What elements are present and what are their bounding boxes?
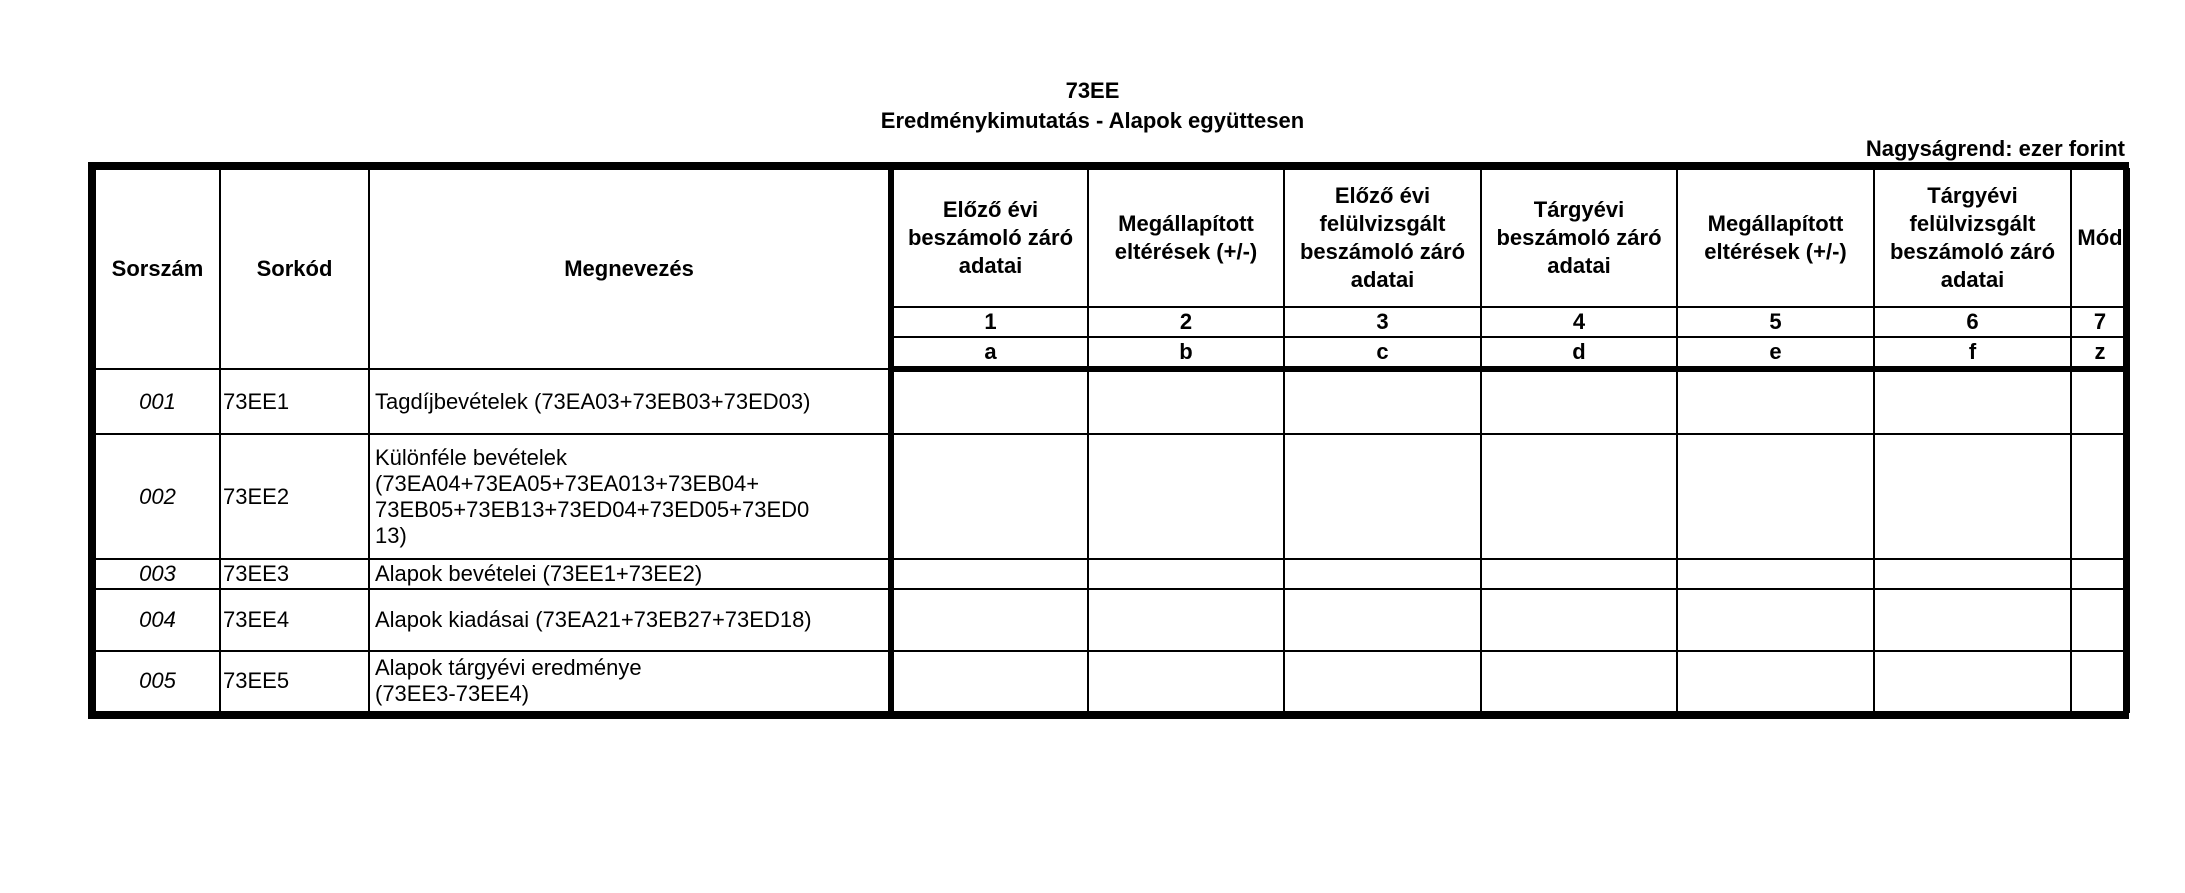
col-number-4: 4 [1481, 307, 1677, 337]
row-megnevezes [369, 434, 891, 559]
value-cell-c[interactable] [1284, 589, 1481, 650]
row-megnevezes [369, 369, 891, 434]
value-cell-b[interactable] [1088, 559, 1284, 590]
table-row [95, 589, 2129, 650]
col-number-1: 1 [891, 307, 1088, 337]
unit-label: Nagyságrend: ezer forint [1865, 136, 2125, 161]
table-row [95, 434, 2129, 559]
value-cell-z[interactable] [2071, 369, 2129, 434]
header-megnevezes: Megnevezés [369, 169, 891, 369]
value-cell-c[interactable] [1284, 559, 1481, 590]
value-cell-b[interactable] [1088, 651, 1284, 712]
value-cell-a[interactable] [891, 589, 1088, 650]
value-cell-b[interactable] [1088, 434, 1284, 559]
header-col-5: Megállapított eltérések (+/-) [1677, 169, 1874, 307]
value-cell-e[interactable] [1677, 559, 1874, 590]
header-col-4: Tárgyévi beszámoló záró adatai [1481, 169, 1677, 307]
value-cell-c[interactable] [1284, 651, 1481, 712]
row-megnevezes-text: Alapok tárgyévi eredménye (73EE3-73EE4) [375, 655, 642, 707]
value-cell-a[interactable] [891, 434, 1088, 559]
table-row [95, 369, 2129, 434]
value-cell-a[interactable] [891, 559, 1088, 590]
header-col-6: Tárgyévi felülvizsgált beszámoló záró adatai [1874, 169, 2071, 307]
report-table [94, 168, 2130, 713]
report-title-block [0, 76, 2185, 136]
value-cell-z[interactable] [2071, 559, 2129, 590]
row-megnevezes-text: Alapok kiadásai (73EA21+73EB27+73ED18) [375, 607, 812, 633]
col-number-3: 3 [1284, 307, 1481, 337]
row-sorszam: 001 [95, 369, 220, 434]
row-megnevezes [369, 651, 891, 712]
table-row [95, 651, 2129, 712]
row-megnevezes [369, 559, 891, 590]
col-number-7: 7 [2071, 307, 2129, 337]
col-number-5: 5 [1677, 307, 1874, 337]
row-sorkod: 73EE2 [220, 434, 369, 559]
value-cell-e[interactable] [1677, 369, 1874, 434]
table-row [95, 559, 2129, 590]
value-cell-a[interactable] [891, 369, 1088, 434]
row-megnevezes [369, 589, 891, 650]
col-letter-e: e [1677, 337, 1874, 369]
row-sorszam: 002 [95, 434, 220, 559]
value-cell-z[interactable] [2071, 651, 2129, 712]
header-sorszam: Sorszám [95, 169, 220, 369]
header-col-2: Megállapított eltérések (+/-) [1088, 169, 1284, 307]
value-cell-z[interactable] [2071, 589, 2129, 650]
value-cell-e[interactable] [1677, 589, 1874, 650]
col-letter-a: a [891, 337, 1088, 369]
row-sorkod: 73EE1 [220, 369, 369, 434]
value-cell-f[interactable] [1874, 589, 2071, 650]
value-cell-c[interactable] [1284, 369, 1481, 434]
col-number-6: 6 [1874, 307, 2071, 337]
col-letter-z: z [2071, 337, 2129, 369]
row-megnevezes-text: Tagdíjbevételek (73EA03+73EB03+73ED03) [375, 388, 811, 414]
value-cell-f[interactable] [1874, 434, 2071, 559]
value-cell-a[interactable] [891, 651, 1088, 712]
header-col-3: Előző évi felülvizsgált beszámoló záró adatai [1284, 169, 1481, 307]
value-cell-b[interactable] [1088, 589, 1284, 650]
report-table-frame [88, 162, 2129, 719]
col-letter-d: d [1481, 337, 1677, 369]
value-cell-d[interactable] [1481, 369, 1677, 434]
report-code: 73EE [1065, 78, 1120, 103]
row-sorkod: 73EE4 [220, 589, 369, 650]
row-sorszam: 004 [95, 589, 220, 650]
value-cell-c[interactable] [1284, 434, 1481, 559]
value-cell-b[interactable] [1088, 369, 1284, 434]
col-letter-c: c [1284, 337, 1481, 369]
col-number-2: 2 [1088, 307, 1284, 337]
row-megnevezes-text: Alapok bevételei (73EE1+73EE2) [375, 561, 703, 587]
value-cell-d[interactable] [1481, 589, 1677, 650]
value-cell-d[interactable] [1481, 651, 1677, 712]
value-cell-z[interactable] [2071, 434, 2129, 559]
header-sorkod: Sorkód [220, 169, 369, 369]
row-sorkod: 73EE5 [220, 651, 369, 712]
header-col-7: Mód [2071, 169, 2129, 307]
report-title: Eredménykimutatás - Alapok együttesen [880, 108, 1305, 133]
value-cell-f[interactable] [1874, 369, 2071, 434]
col-letter-b: b [1088, 337, 1284, 369]
col-letter-f: f [1874, 337, 2071, 369]
row-sorszam: 005 [95, 651, 220, 712]
value-cell-e[interactable] [1677, 651, 1874, 712]
row-sorkod: 73EE3 [220, 559, 369, 590]
value-cell-f[interactable] [1874, 559, 2071, 590]
value-cell-d[interactable] [1481, 559, 1677, 590]
row-sorszam: 003 [95, 559, 220, 590]
value-cell-d[interactable] [1481, 434, 1677, 559]
value-cell-f[interactable] [1874, 651, 2071, 712]
row-megnevezes-text: Különféle bevételek (73EA04+73EA05+73EA013+73EB04+ 73EB05+73EB13+73ED04+73ED05+73ED0 13) [375, 444, 810, 548]
header-col-1: Előző évi beszámoló záró adatai [891, 169, 1088, 307]
value-cell-e[interactable] [1677, 434, 1874, 559]
